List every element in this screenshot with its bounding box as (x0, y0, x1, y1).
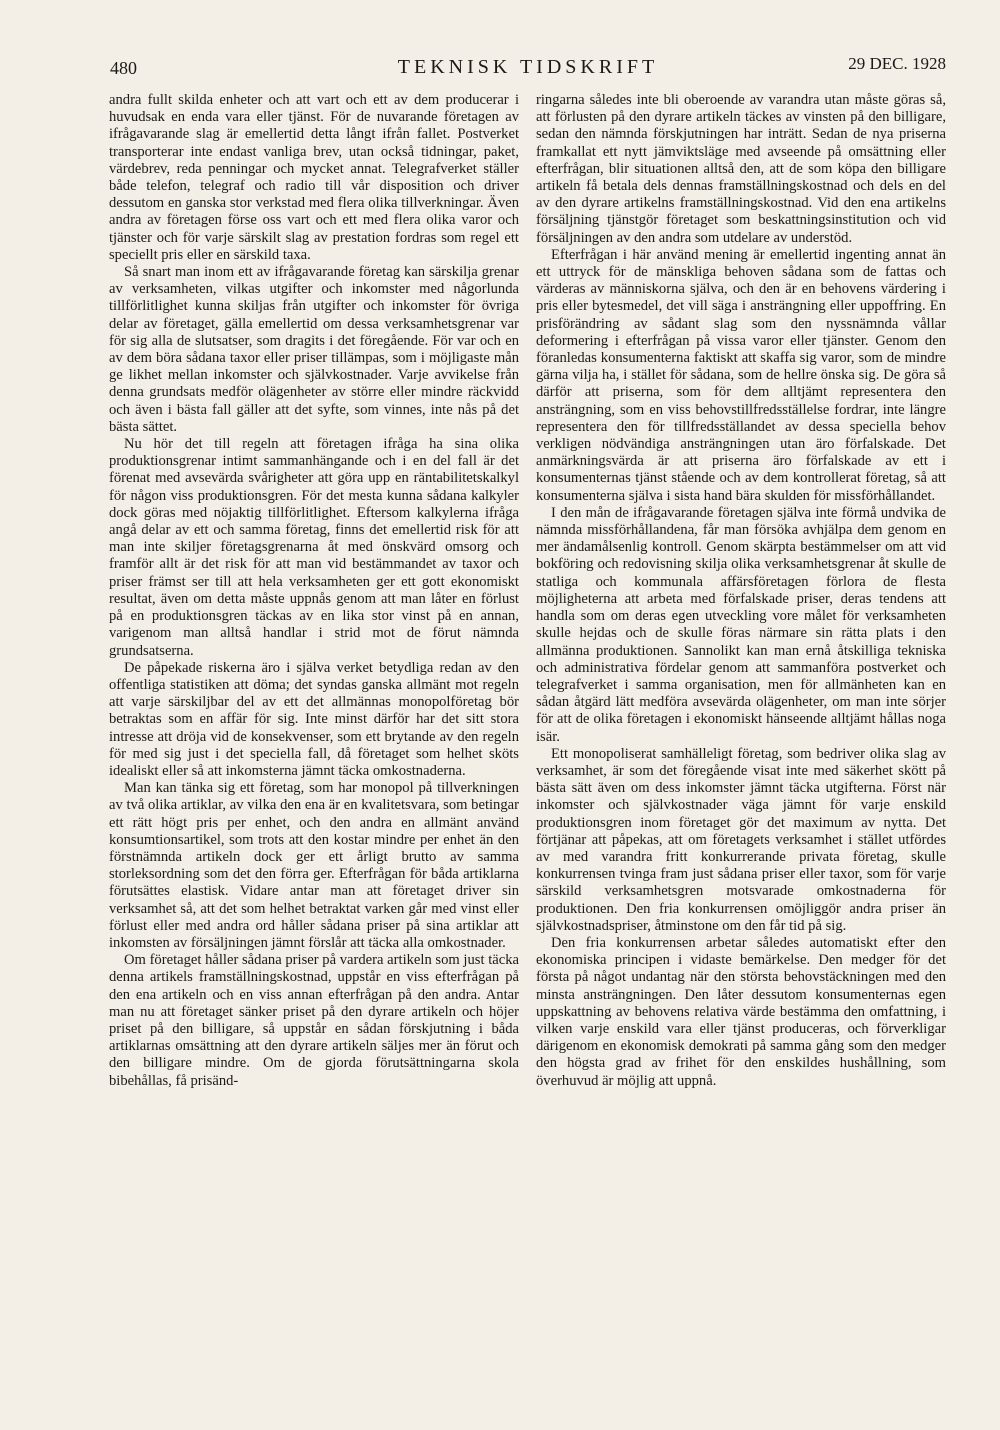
paragraph: I den mån de ifrågavarande företagen själva inte förmå undvika de nämnda missförhållandena, får man försöka avhjälpa dem genom en mer ändamålsenlig kontroll. Genom skärpta bestämmelser om att vid bokföring och redovisning skilja olika verksamhetsgrenar åt skulle de statliga och kommunala affärsföretagen förlora de flesta möjligheterna att arbeta med förfalskade priser, deras tendens att handla som om deras egen utveckling vore målet för verksamheten skulle hejdas och de skulle föras närmare sin rätta plats i den allmänna produktionen. Sannolikt kan man ernå åtskilliga tekniska och administrativa fördelar genom att sammanföra postverket och telegrafverket i samma organisation, men för allmänheten kan en sådan åtgärd lätt medföra avsevärda olägenheter, om man inte sörjer för att de olika företagen i ekonomiskt hänseende alltjämt hållas noga isär. (536, 504, 946, 745)
paragraph: Så snart man inom ett av ifrågavarande företag kan särskilja grenar av verksamheten, vilkas utgifter och inkomster med någorlunda tillförlitlighet kunna skiljas från utgifter och inkomster för övriga delar av företaget, gälla emellertid om dessa verksamhetsgrenar var för sig alla de slutsatser, som dragits i det föregående. För var och en av dem böra sådana taxor eller priser tillämpas, som i möjligaste mån ge likhet mellan inkomster och självkostnader. Varje avvikelse från denna grundsats medför olägenheter av större eller mindre räckvidd och även i bästa fall gäller att det syfte, som vinnes, inte nås på det bästa sättet. (109, 264, 519, 435)
paragraph: Nu hör det till regeln att företagen ifråga ha sina olika produktionsgrenar intimt sammanhängande och i en del fall är det förenat med avsevärda svårigheter att göra upp en räntabilitetskalkyl för någon viss produktionsgren. För det mesta kunna sådana kalkyler dock göras med nöjaktig tillförlitlighet. Eftersom kalkylerna ifråga angå delar av ett och samma företag, finns det emellertid risk för att man inte skiljer företagsgrenarna åt med önskvärd omsorg och framför allt är det risk för att man vid bestämmandet av taxor och priser främst ser till att hela verksamheten ger ett gott ekonomiskt resultat, även om detta måste uppnås genom att man låter en förlust på en produktionsgren täckas av en lika stor vinst på en annan, varigenom man alltså handlar i strid mot de förut nämnda grundsatserna. (109, 436, 519, 659)
paragraph: De påpekade riskerna äro i själva verket betydliga redan av den offentliga statistiken att döma; det syndas ganska allmänt mot regeln att varje särskiljbar del av ett det allmännas monopolföretag bör betraktas som en affär för sig. Inte minst därför har det sitt stora intresse att dröja vid de konsekvenser, som ett brytande av den regeln för med sig just i det speciella fall, då företaget som helhet sköts idealiskt eller så att inkomsterna jämnt täcka omkostnaderna. (109, 659, 519, 779)
page-header (110, 54, 946, 84)
page-number: 480 (110, 58, 137, 78)
journal-title: TEKNISK TIDSKRIFT (397, 56, 659, 78)
paragraph: Den fria konkurrensen arbetar således automatiskt efter den ekonomiska principen i vidaste bemärkelse. Den medger för det första på något undantag när den största behovstäckningen med den minsta ansträngningen. Den låter dessutom konsumenternas egen uppskattning av behovens relativa värde bestämma den omfattning, i vilken varje enskild vara eller tjänst produceras, och förverkligar därigenom en ekonomisk demokrati på samma gång som den medger den högsta grad av frihet för den enskildes hushållning, som överhuvud är möjlig att uppnå. (536, 934, 946, 1089)
issue-date: 29 DEC. 1928 (848, 54, 946, 73)
left-column (109, 92, 519, 1090)
right-column (536, 92, 946, 1090)
paragraph: Efterfrågan i här använd mening är emellertid ingenting annat än ett uttryck för de mänskliga behoven sådana som de fattas och värderas av människorna själva, och den är en behovens värdering i pris eller bytesmedel, det vill säga i ansträngning eller uppoffring. En prisförändring av sådant slag som den nyssnämnda vållar deformering i efterfrågan på vissa varor eller tjänster. Genom den föranledas konsumenterna faktiskt att skaffa sig varor, som de mindre gärna vilja ha, i stället för sådana, som de hellre önska sig. De göra så därför att priserna, som för dem alltjämt representera den ansträngning, som en viss behovstillfredsställelse fordrar, inte längre representera den för tillfredsställandet av dessa speciella behov verkligen nödvändiga ansträngningen utan äro förfalskade. Det anmärkningsvärda är att priserna äro förfalskade av ett i konsumenternas tjänst stående och av dem kontrollerat företag, så att konsumenterna själva i sista hand bära skulden för missförhållandet. (536, 246, 946, 504)
paragraph: Man kan tänka sig ett företag, som har monopol på tillverkningen av två olika artiklar, av vilka den ena är en kvalitetsvara, som betingar ett rätt högt pris per enhet, och den andra en allmänt använd konsumtionsartikel, som trots att den kostar mindre per enhet än den förstnämnda artikeln dock ger ett årligt brutto av samma storleksordning som det den förra ger. Efterfrågan för båda artiklarna förutsättes elastisk. Vidare antar man att företaget driver sin verksamhet så, att det som helhet betraktat varken går med vinst eller förlust eller med andra ord håller sådana priser på sina artiklar att inkomsten av försäljningen jämnt förslår att täcka alla omkostnader. (109, 780, 519, 951)
paragraph: ringarna således inte bli oberoende av varandra utan måste göras så, att förlusten på den dyrare artikeln täckes av vinsten på den billigare, sedan den nämnda förskjutningen har inträtt. Sedan de nya priserna framkallat ett nytt jämviktsläge med avseende på omsättning eller efterfrågan, blir situationen alltså den, att de som köpa den billigare artikeln få betala dels dennas framställningskostnad och dels en del av den dyrare artikelns framställningskostnad. Vid den ena artikelns försäljning tjänstgör företaget som beskattningsinstitution och vid försäljningen av den andra som utdelare av understöd. (536, 92, 946, 246)
paragraph: Om företaget håller sådana priser på vardera artikeln som just täcka denna artikels framställningskostnad, uppstår en viss efterfrågan på den ena artikeln och en viss annan efterfrågan på den andra. Antar man nu att företaget sänker priset på den dyrare artikeln och höjer priset på den billigare, så uppstår en sådan förskjutning i båda artiklarnas omsättning att den dyrare artikeln säljes mer än förut och den billigare mindre. Om de gjorda förutsättningarna skola bibehållas, få prisänd- (109, 952, 519, 1089)
paragraph: andra fullt skilda enheter och att vart och ett av dem producerar i huvudsak en enda vara eller tjänst. För de nuvarande företagen av ifrågavarande slag är emellertid detta långt ifrån fallet. Postverket transporterar inte endast vanliga brev, utan också tidningar, paket, värdebrev, reda penningar och mycket annat. Telegrafverket ställer både telefon, telegraf och radio till vår disposition och driver dessutom en ganska stor verkstad med flera olika tillverkningar. Även andra av företagen förse oss vart och ett med flera olika varor och tjänster och för varje särskilt slag av prestation fordras som regel ett speciellt pris eller en särskild taxa. (109, 92, 519, 263)
paragraph: Ett monopoliserat samhälleligt företag, som bedriver olika slag av verksamhet, är som det föregående visat inte med säkerhet skött på bästa sätt även om dess inkomster jämnt täcka utgifterna. Först när inkomster och självkostnader väga jämnt för varje enskild produktionsgren inom företaget gör det maximum av nytta. Det förtjänar att påpekas, att om företagets verksamhet i stället utfördes av med varandra fritt konkurrerande privata företag, skulle konkurrensen tvinga fram just sådana priser eller taxor, som för varje särskild verksamhetsgren motsvarade omkostnaderna för produktionen. Den fria konkurrensen omöjliggör andra priser än självkostnadspriser, åtminstone om den får tid på sig. (536, 745, 946, 934)
